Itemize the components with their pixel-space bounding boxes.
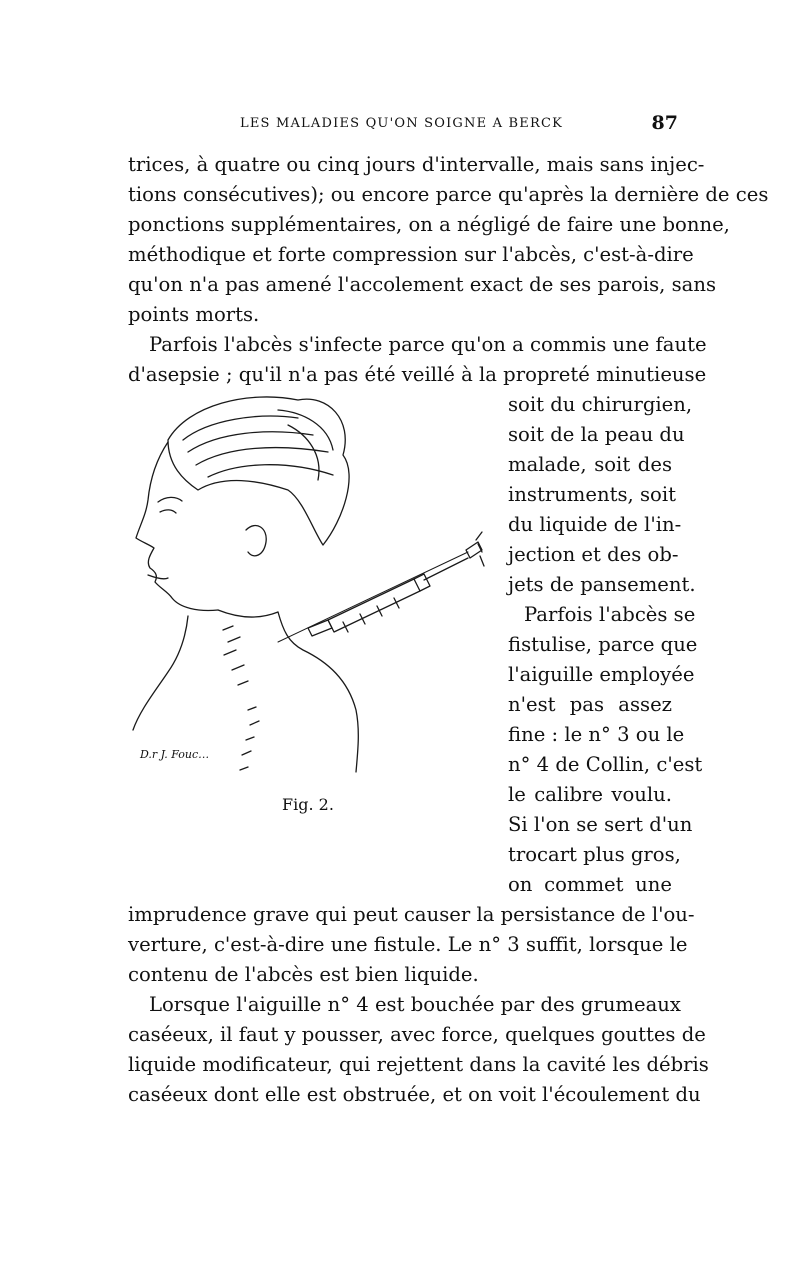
text-line: d'asepsie ; qu'il n'a pas été veillé à la propreté minutieuse (128, 363, 707, 386)
text-line: l'aiguille employée (508, 663, 695, 686)
text-line: contenu de l'abcès est bien liquide. (128, 963, 479, 986)
page-number: 87 (651, 112, 678, 134)
text-line: Si l'on se sert d'un (508, 813, 693, 836)
text-line: instruments, soit (508, 483, 676, 506)
text-line: points morts. (128, 303, 260, 326)
text-line: Lorsque l'aiguille n° 4 est bouchée par des grumeaux (149, 993, 681, 1016)
text-line: n° 4 de Collin, c'est (508, 753, 703, 776)
text-line: qu'on n'a pas amené l'accolement exact de ses parois, sans (128, 273, 717, 296)
artist-signature: D.r J. Fouc… (140, 748, 210, 761)
text-line: jection et des ob- (508, 543, 679, 566)
text-line: caséeux, il faut y pousser, avec force, quelques gouttes de (128, 1023, 706, 1046)
text-line: caséeux dont elle est obstruée, et on voit l'écoulement du (128, 1083, 701, 1106)
running-head (128, 112, 678, 138)
text-line: Parfois l'abcès s'infecte parce qu'on a commis une faute (149, 333, 707, 356)
text-line: Parfois l'abcès se (524, 603, 696, 626)
text-line: liquide modificateur, qui rejettent dans la cavité les débris (128, 1053, 709, 1076)
text-line: on commet une (508, 873, 672, 896)
text-line: le calibre voulu. (508, 783, 672, 806)
running-title: LES MALADIES QU'ON SOIGNE A BERCK (240, 116, 564, 131)
text-line: trices, à quatre ou cinq jours d'intervalle, mais sans injec- (128, 153, 705, 176)
text-line: méthodique et forte compression sur l'abcès, c'est-à-dire (128, 243, 694, 266)
text-line: fine : le n° 3 ou le (508, 723, 685, 746)
text-line: n'est pas assez (508, 693, 672, 716)
text-line: soit de la peau du (508, 423, 685, 446)
figure-illustration (128, 380, 498, 800)
text-line: soit du chirurgien, (508, 393, 693, 416)
text-line: jets de pansement. (508, 573, 696, 596)
text-line: verture, c'est-à-dire une fistule. Le n° 3 suffit, lorsque le (128, 933, 688, 956)
text-line: ponctions supplémentaires, on a négligé de faire une bonne, (128, 213, 730, 236)
text-line: malade, soit des (508, 453, 672, 476)
text-line: fistulise, parce que (508, 633, 698, 656)
text-line: du liquide de l'in- (508, 513, 682, 536)
text-line: imprudence grave qui peut causer la persistance de l'ou- (128, 903, 695, 926)
syringe-injection-illustration (128, 380, 498, 800)
text-line: trocart plus gros, (508, 843, 681, 866)
text-line: tions consécutives); ou encore parce qu'après la dernière de ces (128, 183, 769, 206)
figure-caption: Fig. 2. (282, 795, 334, 814)
